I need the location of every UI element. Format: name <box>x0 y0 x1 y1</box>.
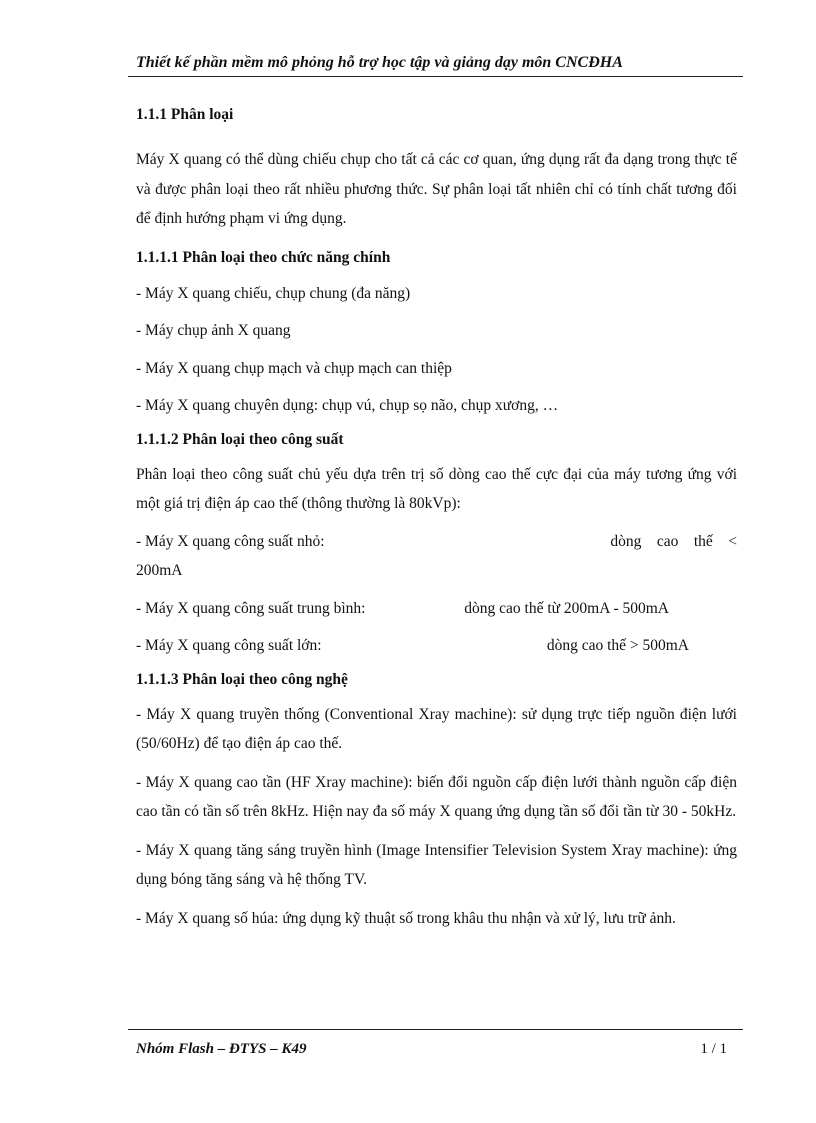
list-item: - Máy X quang chụp mạch và chụp mạch can thiệp <box>136 359 452 377</box>
list-item: - Máy X quang cao tần (HF Xray machine): biến đổi nguồn cấp điện lưới thành nguồn cấp điện cao tần có tần số trên 8kHz. Hiện nay đa số máy X quang ứng dụng tần số đổi tần từ 30 - 50kHz. <box>136 773 737 820</box>
list-item: - Máy X quang chuyên dụng: chụp vú, chụp sọ não, chụp xương, … <box>136 397 559 414</box>
power-large-value: dòng cao thế > 500mA <box>546 637 689 654</box>
page-content <box>136 104 737 933</box>
power-row-large <box>136 631 737 661</box>
power-small-continuation: 200mA <box>136 562 183 579</box>
power-row-medium <box>136 594 737 624</box>
power-small-label: - Máy X quang công suất nhỏ: <box>136 532 325 550</box>
list-item: - Máy X quang truyền thống (Conventional Xray machine): sử dụng trực tiếp nguồn điện lưới (50/60Hz) để tạo điện áp cao thế. <box>136 705 737 752</box>
subsection-heading-technology: 1.1.1.3 Phân loại theo công nghệ <box>136 670 348 688</box>
subsection-heading-power: 1.1.1.2 Phân loại theo công suất <box>136 430 344 448</box>
page-number: 1 / 1 <box>700 1041 727 1057</box>
power-medium-label: - Máy X quang công suất trung bình: <box>136 599 366 617</box>
power-medium-value: dòng cao thế từ 200mA - 500mA <box>464 599 669 617</box>
list-item: - Máy X quang chiếu, chụp chung (đa năng) <box>136 284 411 302</box>
footer-team: Nhóm Flash – ĐTYS – K49 <box>136 1041 307 1057</box>
power-row-small <box>136 527 737 557</box>
list-item: - Máy X quang tăng sáng truyền hình (Image Intensifier Television System Xray machine): ứng dụng bóng tăng sáng và hệ thống TV. <box>136 841 737 888</box>
document-title: Thiết kế phần mềm mô phỏng hỗ trợ học tập và giảng dạy môn CNCĐHA <box>136 54 623 71</box>
section-heading: 1.1.1 Phân loại <box>136 106 234 123</box>
list-item: - Máy chụp ảnh X quang <box>136 322 291 339</box>
power-intro: Phân loại theo công suất chủ yếu dựa trên trị số dòng cao thế cực đại của máy tương ứng với một giá trị điện áp cao thế (thông thường là 80kVp): <box>136 465 737 512</box>
power-large-label: - Máy X quang công suất lớn: <box>136 637 322 654</box>
page-header <box>128 54 743 77</box>
power-small-value: dòng cao thế < <box>610 532 737 550</box>
subsection-heading-function: 1.1.1.1 Phân loại theo chức năng chính <box>136 248 391 266</box>
page-footer <box>128 1029 743 1057</box>
section-intro: Máy X quang có thể dùng chiếu chụp cho tất cả các cơ quan, ứng dụng rất đa dạng trong thực tế và được phân loại theo rất nhiều phương thức. Sự phân loại tất nhiên chỉ có tính chất tương đối để định hướng phạm vi ứng dụng. <box>136 151 737 227</box>
list-item: - Máy X quang số húa: ứng dụng kỹ thuật số trong khâu thu nhận và xử lý, lưu trữ ảnh. <box>136 909 676 927</box>
